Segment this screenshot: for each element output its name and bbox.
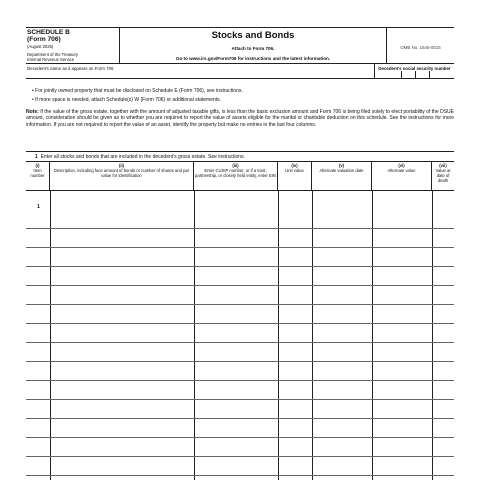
table-row[interactable] bbox=[26, 399, 454, 400]
decedent-name-label: Decedent's name as it appears on Form 706 bbox=[27, 66, 114, 71]
table-row[interactable] bbox=[26, 228, 454, 229]
col-cusip-ein: (iii) Enter CUSIP number, or if a trust, partnership, or closely held entity, enter EIN bbox=[194, 162, 278, 190]
table-row[interactable] bbox=[26, 323, 454, 324]
ssn-divider bbox=[429, 71, 430, 79]
form-header bbox=[26, 27, 454, 64]
item-number-first: 1 bbox=[37, 204, 40, 210]
bullet-more-space: • If more space is needed, attach Schedule(s) W (Form 706) or additional statements. bbox=[32, 97, 222, 103]
form-id-block bbox=[26, 28, 120, 63]
ssn-label: Decedent's social security number bbox=[378, 66, 451, 71]
bullet-jointly-owned: • For jointly owned property that must be disclosed on Schedule E (Form 706), see instructions. bbox=[32, 88, 243, 94]
col-alternate-value: (vi) Alternate value bbox=[372, 162, 432, 190]
table-row[interactable] bbox=[26, 437, 454, 438]
website-instruction: Go to www.irs.gov/Form706 for instructions and the latest information. bbox=[175, 56, 331, 61]
table-row[interactable] bbox=[26, 342, 454, 343]
table-row[interactable] bbox=[26, 247, 454, 248]
ssn-divider bbox=[401, 71, 402, 79]
omb-block bbox=[386, 28, 454, 63]
table-row[interactable] bbox=[26, 418, 454, 419]
department-label: Department of the Treasury Internal Revenue Service bbox=[27, 52, 78, 63]
line-1-instruction: 1 Enter all stocks and bonds that are included in the decedent's gross estate. See instructions. bbox=[26, 151, 454, 162]
table-row[interactable] bbox=[26, 475, 454, 476]
omb-number: OMB No. 1545-0015 bbox=[400, 45, 441, 50]
table-row[interactable] bbox=[26, 266, 454, 267]
col-item-number: (i) Item number bbox=[26, 162, 50, 190]
title-block bbox=[120, 28, 386, 63]
col-description: (ii) Description, including face amount of bonds or number of shares and par value for identification bbox=[50, 162, 194, 190]
stocks-bonds-table bbox=[26, 161, 454, 480]
table-row[interactable] bbox=[26, 304, 454, 305]
schedule-label: SCHEDULE B (Form 706) bbox=[27, 29, 70, 43]
portability-note bbox=[26, 109, 454, 128]
note-lead: Note: bbox=[26, 109, 39, 115]
col-value-at-death: (vii) Value at date of death bbox=[435, 163, 451, 183]
form-title: Stocks and Bonds bbox=[211, 30, 295, 41]
table-row[interactable] bbox=[26, 361, 454, 362]
table-row[interactable] bbox=[26, 285, 454, 286]
ssn-divider bbox=[415, 71, 416, 79]
table-row[interactable] bbox=[26, 380, 454, 381]
revision-date: (August 2025) bbox=[27, 44, 54, 49]
col-alternate-valuation-date: (v) Alternate valuation date bbox=[312, 162, 372, 190]
table-row[interactable] bbox=[26, 456, 454, 457]
note-text: If the value of the gross estate, together with the amount of adjusted taxable gifts, is less than the basic exclusion amount and Form 706 is being filed solely to elect portability of the DSUE amount, consideration should be given as to whether you are required to report the value of assets eligible for the marital or charitable deduction on this schedule. See the instructions for more information. If you are not required to report the value of an asset, identify the property but make no entries in the last four columns. bbox=[26, 109, 454, 128]
col-unit-value: (iv) Unit value bbox=[278, 162, 312, 190]
ssn-field[interactable] bbox=[374, 64, 454, 78]
decedent-name-row[interactable] bbox=[26, 64, 454, 79]
attach-instruction: Attach to Form 706. bbox=[231, 46, 275, 51]
header-rule bbox=[26, 190, 454, 191]
